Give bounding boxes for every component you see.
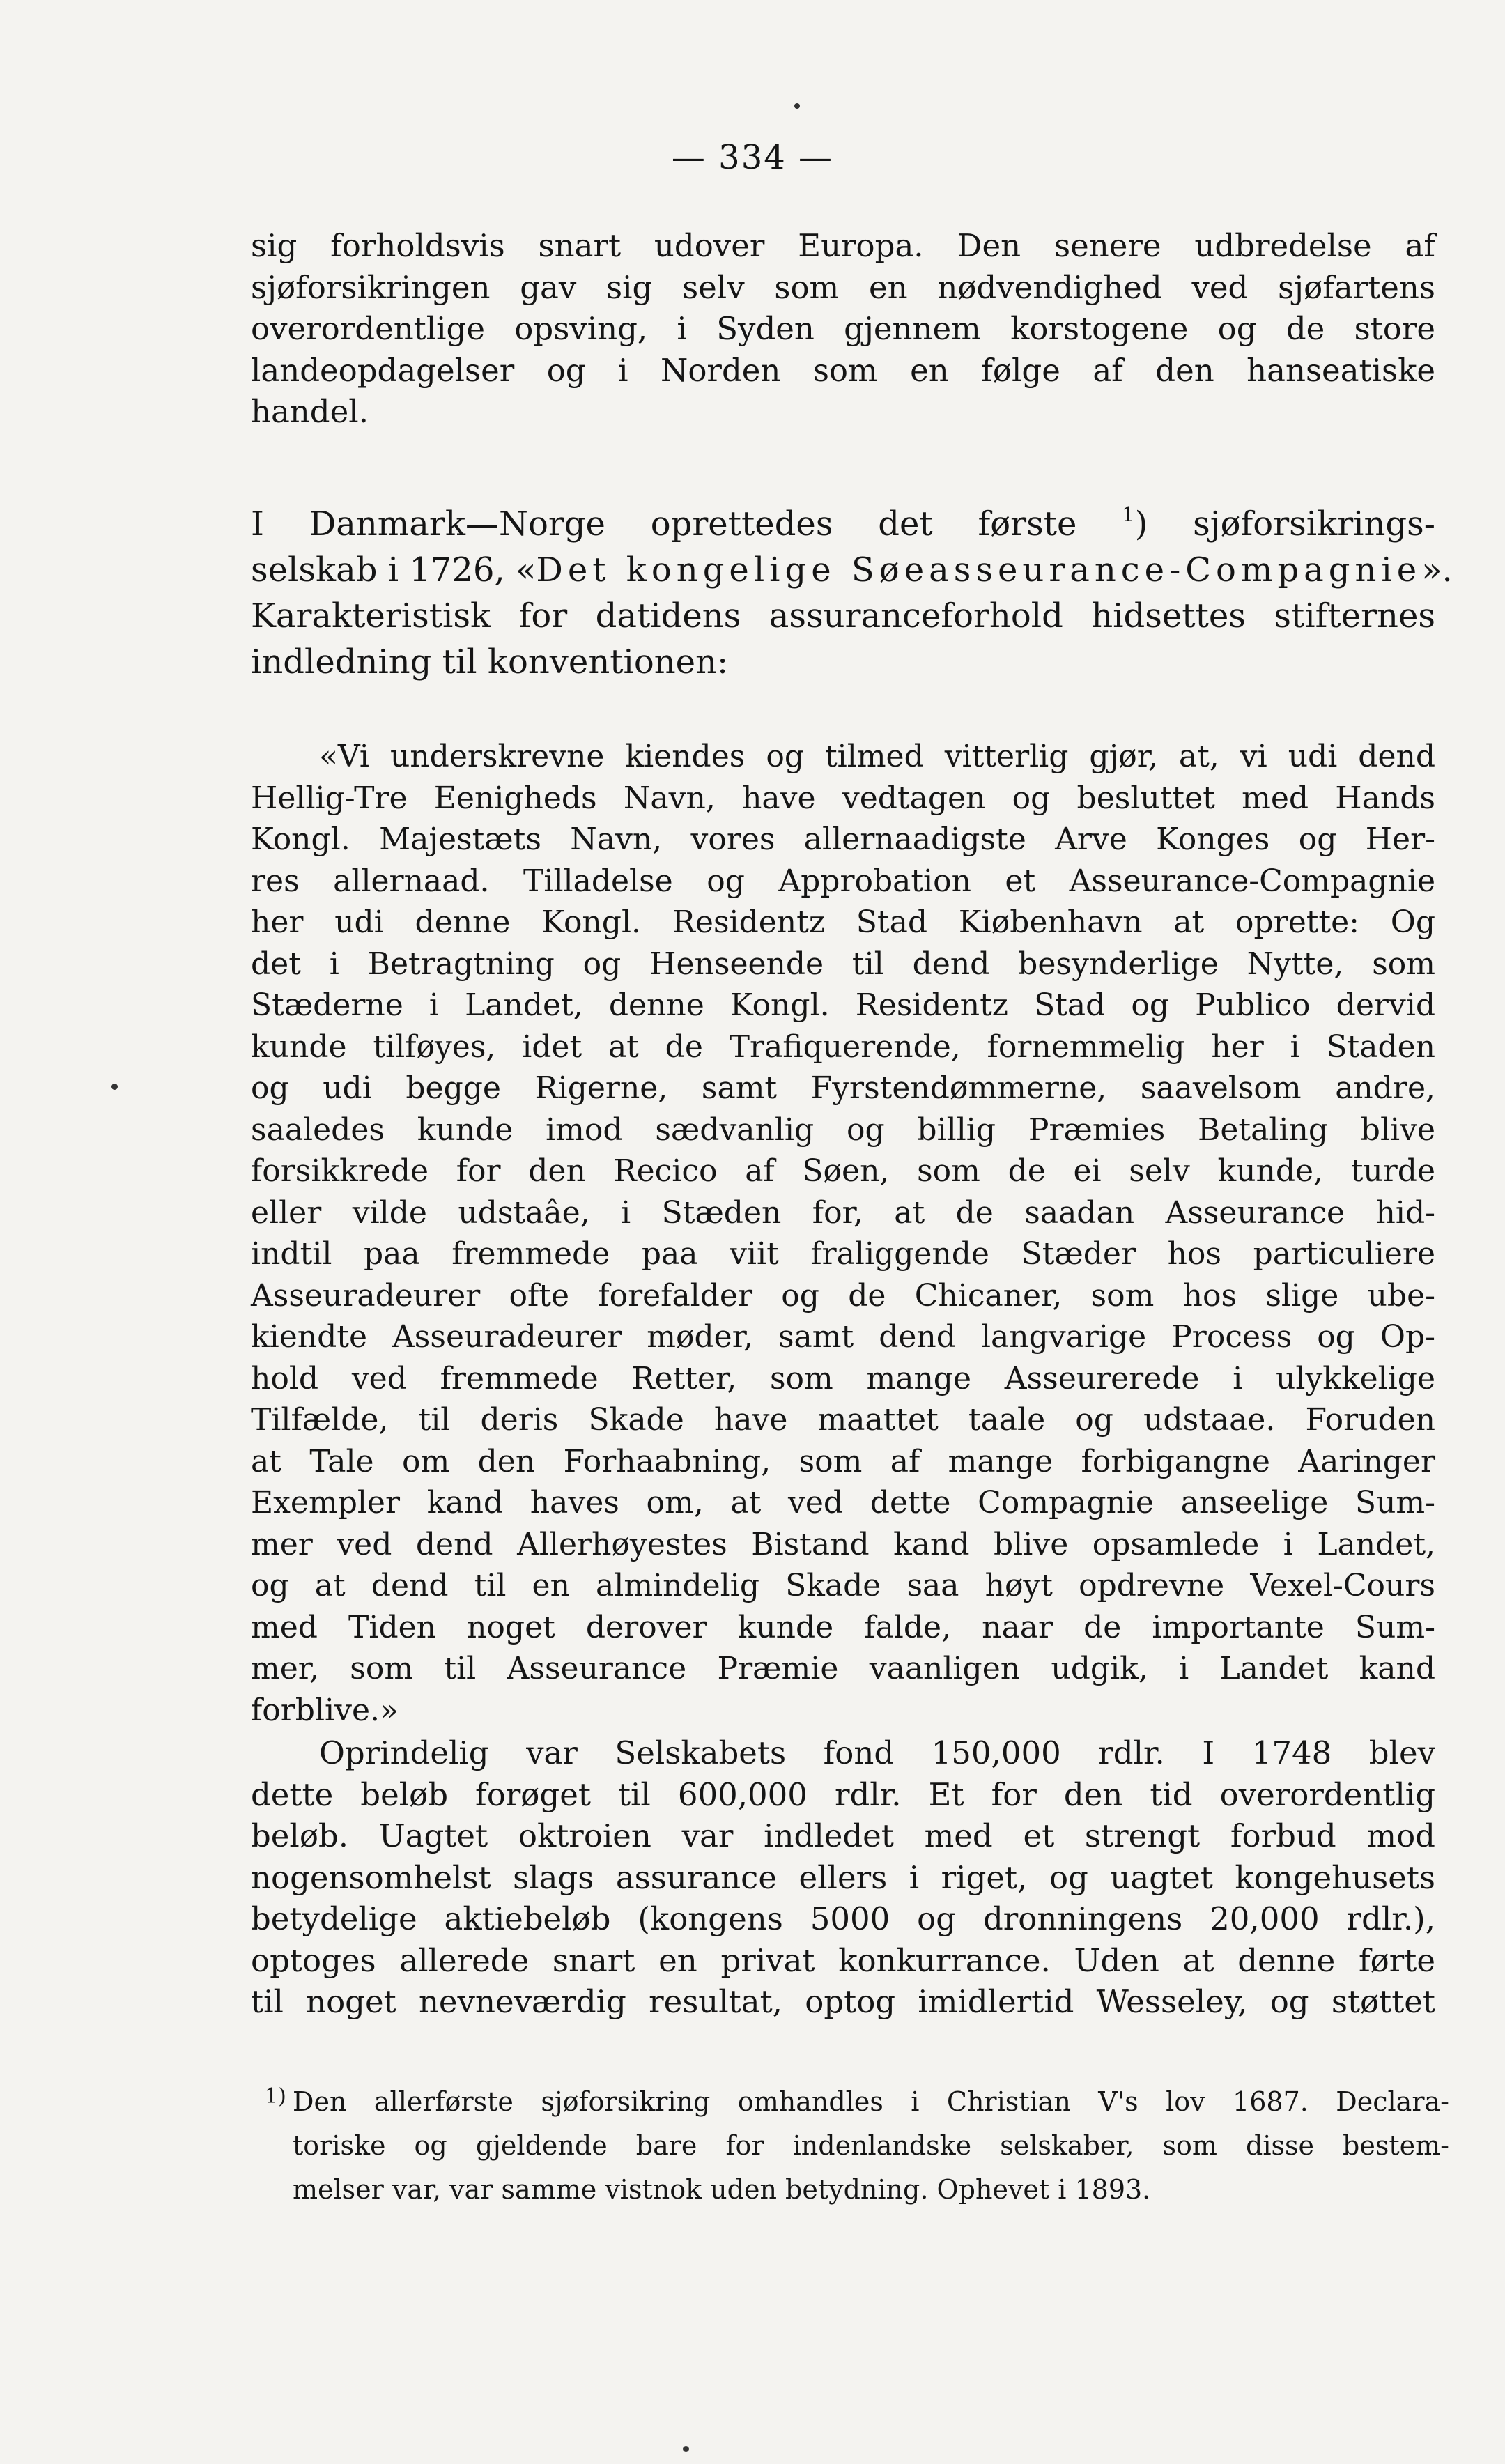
text-line: saaledes kunde imod sædvanlig og billig Præmies Betaling blive (251, 1111, 1435, 1148)
text-line: forsikkrede for den Recico af Søen, som de ei selv kunde, turde (251, 1153, 1435, 1189)
text-line: overordentlige opsving, i Syden gjennem korstogene og de store (251, 310, 1435, 347)
text-line: handel. (251, 393, 369, 430)
text-line: landeopdagelser og i Norden som en følge af den hanseatiske (251, 351, 1435, 389)
fund-paragraph (251, 1732, 1435, 2023)
print-speck (794, 103, 800, 109)
text-line: «Vi underskrevne kiendes og tilmed vitterlig gjør, at, vi udi dend (319, 739, 1435, 774)
text-line: Kongl. Majestæts Navn, vores allernaadigste Arve Konges og Her- (251, 822, 1435, 857)
text-line: optoges allerede snart en privat konkurrance. Uden at denne førte (251, 1941, 1435, 1979)
text-line: og at dend til en almindelig Skade saa høyt opdrevne Vexel-Cours (251, 1568, 1435, 1603)
text-line: det i Betragtning og Henseende til dend besynderlige Nytte, som (251, 946, 1435, 982)
text-line: forblive.» (251, 1692, 399, 1728)
text-line: kunde tilføyes, idet at de Trafiquerende, fornemmelig her i Staden (251, 1029, 1435, 1065)
charter-quote (251, 736, 1435, 1731)
text-line: sjøforsikringen gav sig selv som en nødvendighed ved sjøfartens (251, 268, 1435, 306)
text-line: at Tale om den Forhaabning, som af mange forbigangne Aaringer (251, 1443, 1435, 1479)
text-line: res allernaad. Tilladelse og Approbation et Asseurance-Compagnie (251, 863, 1435, 899)
text-line: betydelige aktiebeløb (kongens 5000 og dronningens 20,000 rdlr.), (251, 1900, 1435, 1937)
text-line: kiendte Asseuradeurer møder, samt dend langvarige Process og Op- (251, 1319, 1435, 1355)
text-line: indtil paa fremmede paa viit fraliggende Stæder hos particuliere (251, 1236, 1435, 1272)
text-line: Oprindelig var Selskabets fond 150,000 rdlr. I 1748 blev (319, 1734, 1435, 1771)
print-speck (111, 1084, 118, 1090)
footnote-line: toriske og gjeldende bare for indenlandske selskaber, som disse bestem- (293, 2130, 1449, 2161)
text-line (251, 547, 1453, 593)
text-line: hold ved fremmede Retter, som mange Asseurerede i ulykkelige (251, 1360, 1435, 1396)
text-line: Exempler kand haves om, at ved dette Compagnie anseelige Sum- (251, 1485, 1435, 1520)
text-line: mer ved dend Allerhøyestes Bistand kand blive opsamlede i Landet, (251, 1526, 1435, 1562)
text-line: nogensomhelst slags assurance ellers i riget, og uagtet kongehusets (251, 1858, 1435, 1896)
text-line: med Tiden noget derover kunde falde, naar de importante Sum- (251, 1609, 1435, 1645)
danmark-norge-paragraph (251, 501, 1453, 685)
footnote-line: melser var, var samme vistnok uden betydning. Ophevet i 1893. (293, 2174, 1151, 2205)
text-line: Tilfælde, til deris Skade have maattet taale og udstaae. Foruden (251, 1402, 1435, 1438)
text-fragment: I Danmark—Norge oprettedes det første (251, 505, 1077, 544)
text-fragment: ». (1421, 550, 1453, 590)
text-line: her udi denne Kongl. Residentz Stad Kiøbenhavn at oprette: Og (251, 904, 1435, 940)
text-line: Hellig-Tre Eenigheds Navn, have vedtagen og besluttet med Hands (251, 780, 1435, 816)
footnote-line: Den allerførste sjøforsikring omhandles i Christian V's lov 1687. Declara- (293, 2086, 1449, 2117)
text-line: eller vilde udstaâe, i Stæden for, at de saadan Asseurance hid- (251, 1194, 1435, 1231)
text-line: mer, som til Asseurance Præmie vaanligen udgik, i Landet kand (251, 1651, 1435, 1686)
text-line: sig forholdsvis snart udover Europa. Den senere udbredelse af (251, 227, 1435, 264)
text-line: Asseuradeurer ofte forefalder og de Chicaner, som hos slige ube- (251, 1277, 1435, 1314)
text-line (251, 501, 1435, 547)
text-line: beløb. Uagtet oktroien var indledet med et strengt forbud mod (251, 1817, 1435, 1854)
text-fragment: ) sjøforsikrings- (1134, 505, 1435, 544)
page-number: — 334 — (671, 138, 834, 177)
text-line: Karakteristisk for datidens assuranceforhold hidsettes stifternes (251, 596, 1435, 636)
text-line: dette beløb forøget til 600,000 rdlr. Et for den tid overordentlig (251, 1776, 1435, 1813)
footnote-marker: 1) (265, 2084, 286, 2109)
company-name: Det kongelige Søeasseurance-Compagnie (536, 550, 1422, 590)
text-line: Stæderne i Landet, denne Kongl. Residentz Stad og Publico dervid (251, 987, 1435, 1023)
footnote (265, 2080, 1449, 2212)
text-line: og udi begge Rigerne, samt Fyrstendømmerne, saavelsom andre, (251, 1070, 1435, 1106)
text-line: til noget nevneværdig resultat, optog imidlertid Wesseley, og støttet (251, 1983, 1435, 2020)
text-line: indledning til konventionen: (251, 642, 729, 682)
intro-paragraph (251, 225, 1435, 433)
print-speck (683, 2446, 689, 2452)
footnote-reference: 1 (1122, 502, 1135, 526)
text-fragment: selskab i 1726, « (251, 550, 537, 590)
